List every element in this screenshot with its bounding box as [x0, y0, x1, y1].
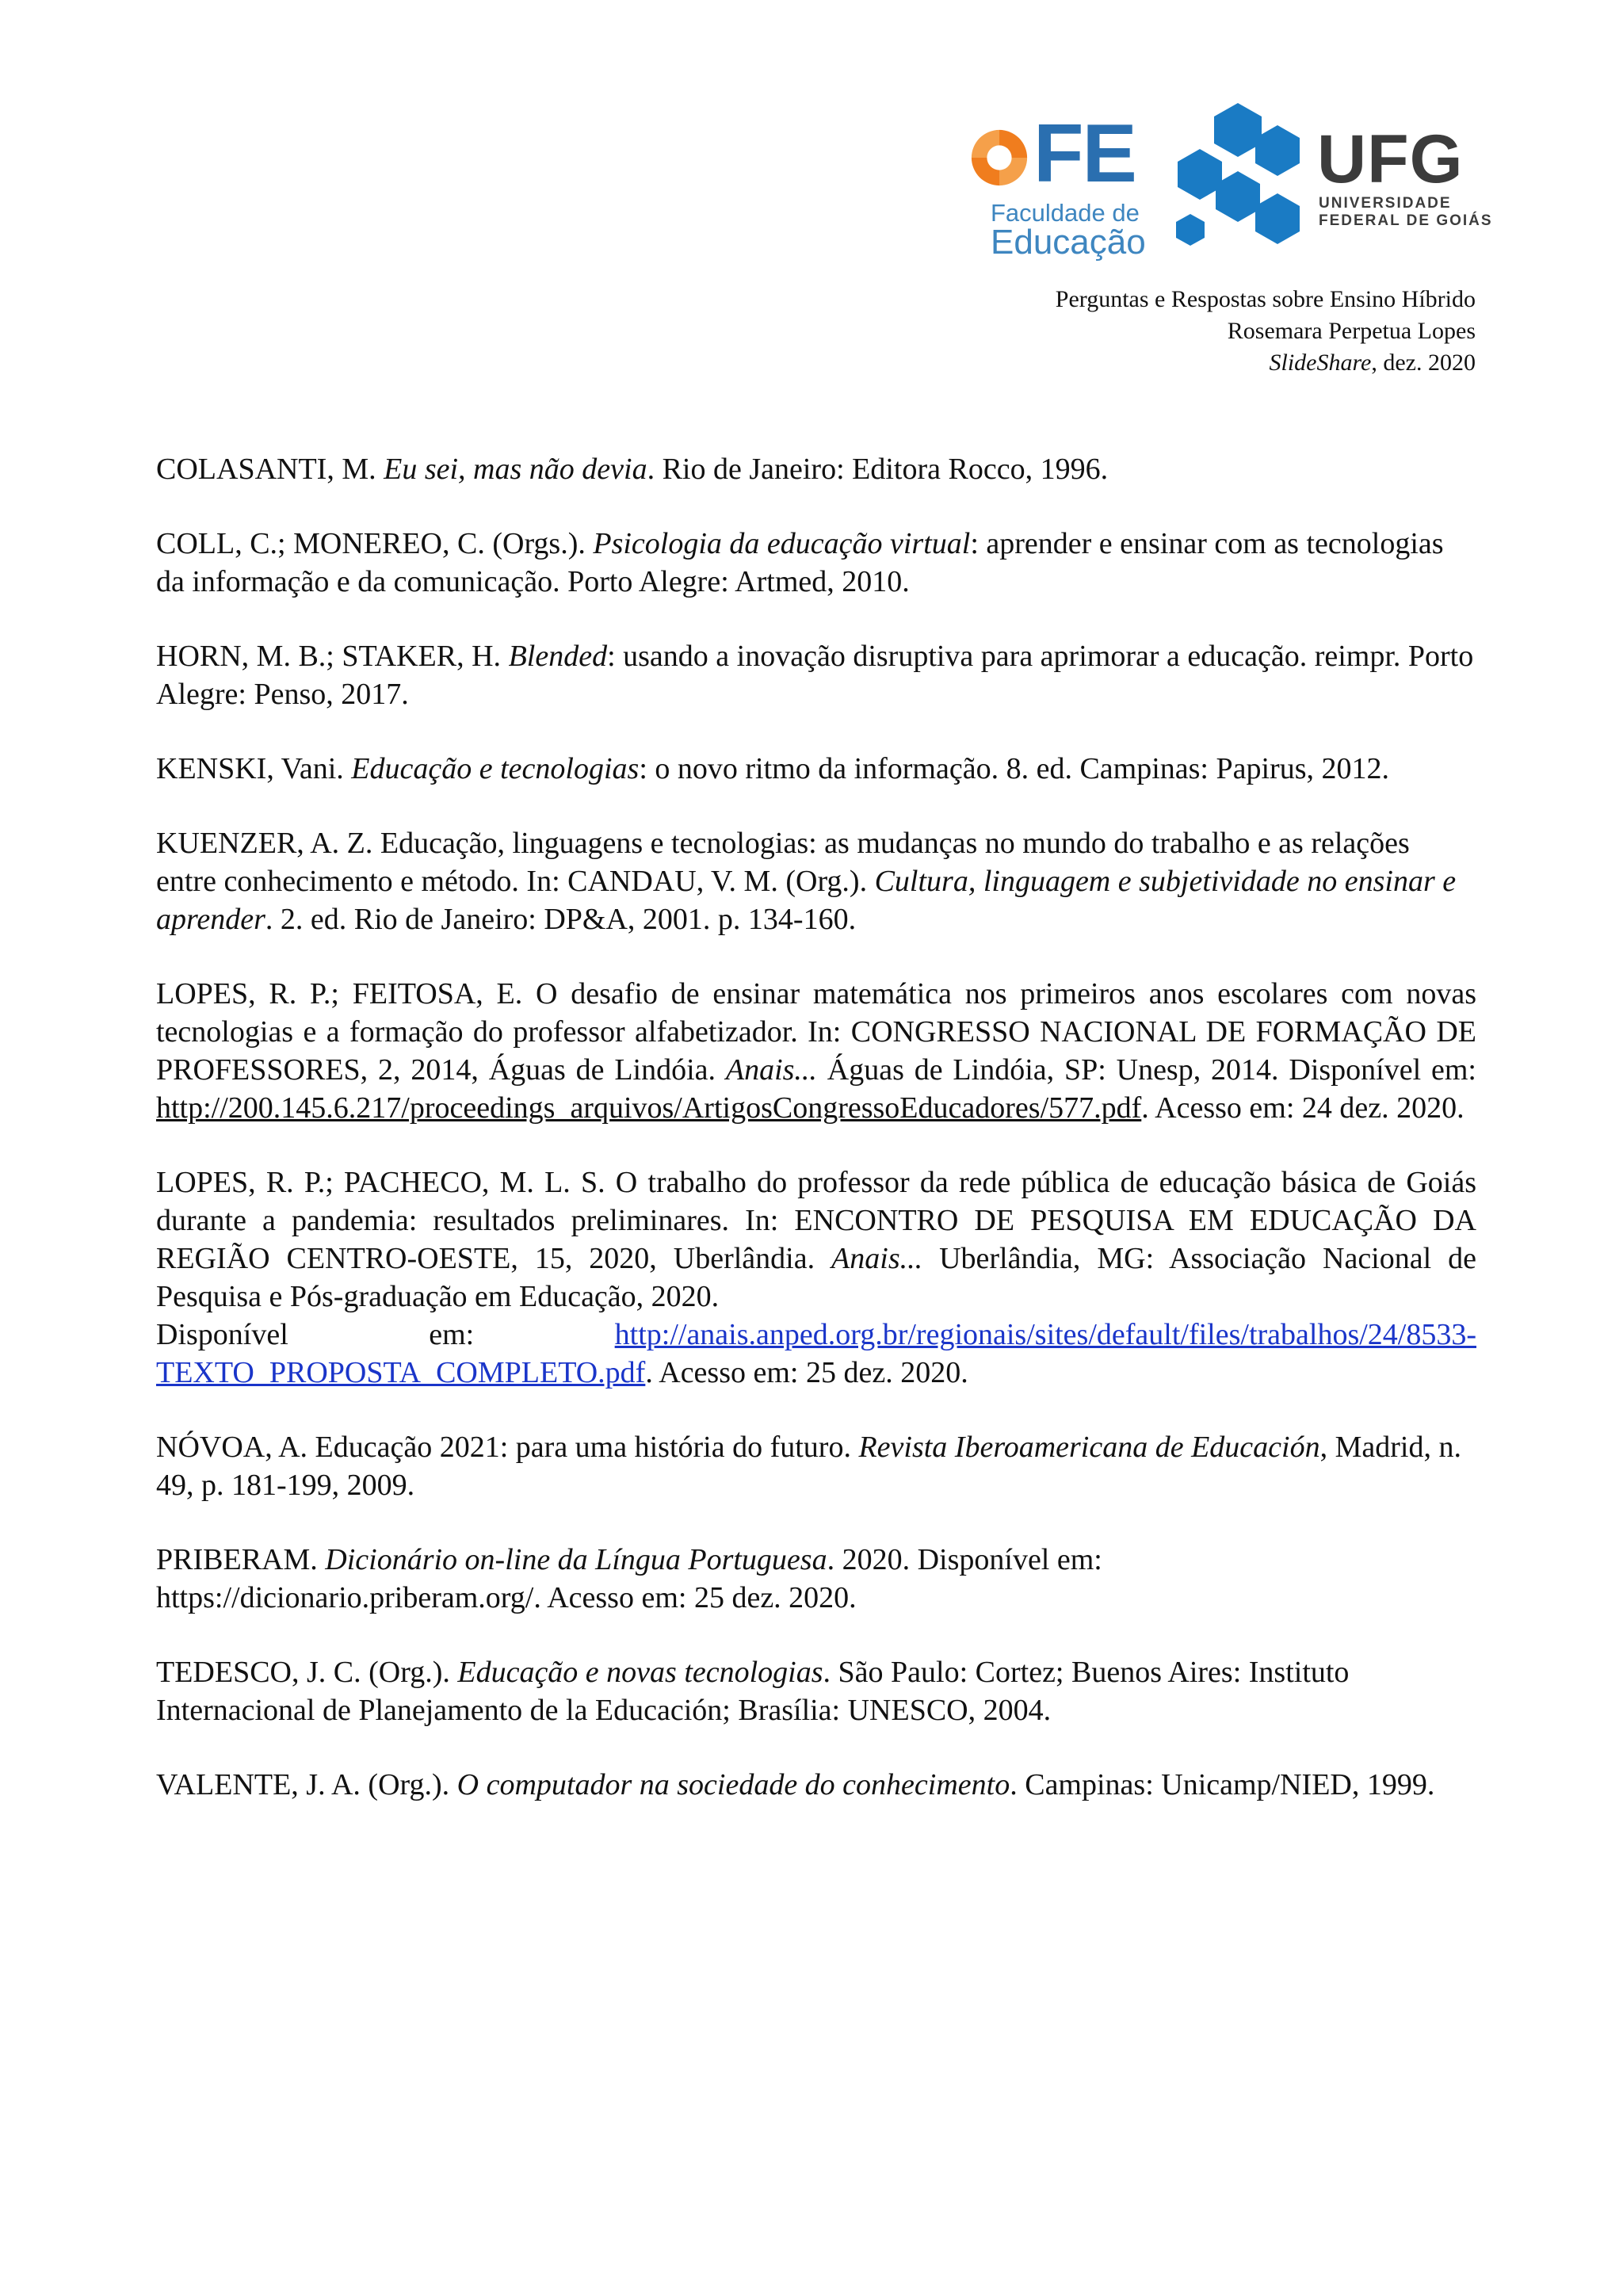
reference-lopes-pacheco: [156, 1163, 1476, 1392]
fe-spiral-icon: [968, 127, 1030, 189]
ref-text: COLL, C.; MONEREO, C. (Orgs.).: [156, 527, 594, 560]
ref-title: Educação e novas tecnologias: [457, 1656, 823, 1689]
ref-text: . Acesso em: 25 dez. 2020.: [645, 1356, 968, 1389]
header-source-date: , dez. 2020: [1371, 350, 1476, 376]
ref-text: KENSKI, Vani.: [156, 752, 352, 785]
header-author: Rosemara Perpetua Lopes: [1227, 318, 1476, 344]
ufg-logo-letters: UFG: [1317, 121, 1464, 197]
ref-title: Psicologia da educação virtual: [593, 527, 971, 560]
fe-logo-line2: Educação: [991, 223, 1146, 262]
fe-logo-letters: FE: [1033, 108, 1136, 200]
reference-novoa: [156, 1428, 1476, 1504]
ref-text: KUENZER, A. Z. Educação, linguagens e tecnologias: as mudanças no mundo do trabalho e as relações entre conhecimento e método. In: CANDAU, V. M. (Org.).: [156, 827, 1410, 898]
ref-text: : aprender e ensinar com as tecnologias da informação e da comunicação. Porto Alegre: Artmed, 2010.: [156, 527, 1444, 598]
reference-coll: [156, 525, 1476, 601]
reference-kenski: [156, 750, 1476, 788]
ref-title: Anais...: [725, 1053, 817, 1087]
ref-text: : usando a inovação disruptiva para aprimorar a educação. reimpr. Porto Alegre: Penso, 2017.: [156, 640, 1474, 711]
ref-title: Revista Iberoamericana de Educación: [858, 1431, 1320, 1464]
ref-text: . Acesso em: 24 dez. 2020.: [1141, 1091, 1465, 1125]
ref-text: TEDESCO, J. C. (Org.).: [156, 1656, 458, 1689]
ref-text: HORN, M. B.; STAKER, H.: [156, 640, 509, 673]
ref-text: COLASANTI, M.: [156, 453, 384, 486]
reference-list: [156, 450, 1476, 1840]
ufg-logo-line1: UNIVERSIDADE: [1319, 195, 1452, 212]
ref-title: Cultura, linguagem e subjetividade no ensinar e aprender: [156, 865, 1457, 936]
reference-tedesco: [156, 1653, 1476, 1729]
ref-title: Anais...: [831, 1242, 923, 1275]
document-header: [1056, 284, 1476, 379]
header-title: Perguntas e Respostas sobre Ensino Híbrido: [1055, 286, 1476, 312]
header-source-name: SlideShare: [1269, 350, 1372, 376]
ref-text: Disponível em:: [156, 1318, 615, 1351]
reference-valente: [156, 1766, 1476, 1804]
ref-title: Eu sei, mas não devia: [384, 453, 647, 486]
ref-title: Blended: [508, 640, 608, 673]
ref-text: . Rio de Janeiro: Editora Rocco, 1996.: [647, 453, 1109, 486]
ref-title: Dicionário on-line da Língua Portuguesa: [325, 1543, 827, 1576]
ref-text: LOPES, R. P.; PACHECO, M. L. S. O trabalho do professor da rede pública de educação básica de Goiás durante a pandemia: resultados preliminares. In: ENCONTRO DE PESQUISA EM EDUCAÇÃO DA REGIÃO CENTRO-OESTE, 15, 2020, Uberlândia.: [156, 1166, 1476, 1275]
ufg-logo: [1159, 95, 1493, 266]
ref-text: , Madrid, n. 49, p. 181-199, 2009.: [156, 1431, 1461, 1502]
reference-horn: [156, 637, 1476, 713]
reference-priberam: [156, 1541, 1476, 1617]
ref-title: Educação e tecnologias: [351, 752, 640, 785]
ref-title: O computador na sociedade do conhecimento: [456, 1768, 1010, 1801]
ref-text: : o novo ritmo da informação. 8. ed. Campinas: Papirus, 2012.: [639, 752, 1389, 785]
fe-logo-line1: Faculdade de: [991, 199, 1140, 227]
reference-link[interactable]: http://anais.anped.org.br/regionais/sites/default/files/trabalhos/24/8533-TEXTO_PROPOSTA_COMPLETO.pdf: [156, 1318, 1476, 1389]
ref-text: PRIBERAM.: [156, 1543, 326, 1576]
ref-text: . Campinas: Unicamp/NIED, 1999.: [1010, 1768, 1435, 1801]
ref-text: VALENTE, J. A. (Org.).: [156, 1768, 457, 1801]
ref-text: . São Paulo: Cortez; Buenos Aires: Instituto Internacional de Planejamento de la Educación; Brasília: UNESCO, 2004.: [156, 1656, 1350, 1727]
reference-colasanti: [156, 450, 1476, 488]
ref-text: Águas de Lindóia, SP: Unesp, 2014. Disponível em:: [816, 1053, 1476, 1087]
ref-text: Uberlândia, MG: Associação Nacional de Pesquisa e Pós-graduação em Educação, 2020.: [156, 1242, 1476, 1313]
reference-lopes-feitosa: [156, 975, 1476, 1127]
ref-text: . 2020. Disponível em: https://dicionario.priberam.org/. Acesso em: 25 dez. 2020.: [156, 1543, 1102, 1614]
ufg-hexagons-icon: [1159, 95, 1317, 262]
ref-text: LOPES, R. P.; FEITOSA, E. O desafio de ensinar matemática nos primeiros anos escolares com novas tecnologias e a formação do professor alfabetizador. In: CONGRESSO NACIONAL DE FORMAÇÃO DE PROFESSORES, 2, 2014, Águas de Lindóia.: [156, 977, 1476, 1087]
fe-logo: [968, 108, 1146, 262]
ufg-logo-line2: FEDERAL DE GOIÁS: [1319, 212, 1493, 229]
reference-kuenzer: [156, 824, 1476, 938]
ref-text: . 2. ed. Rio de Janeiro: DP&A, 2001. p. 134-160.: [265, 903, 857, 936]
header-source: [1056, 347, 1476, 379]
ref-text: NÓVOA, A. Educação 2021: para uma história do futuro.: [156, 1431, 859, 1464]
reference-link[interactable]: http://200.145.6.217/proceedings_arquivos/ArtigosCongressoEducadores/577.pdf: [156, 1091, 1142, 1125]
